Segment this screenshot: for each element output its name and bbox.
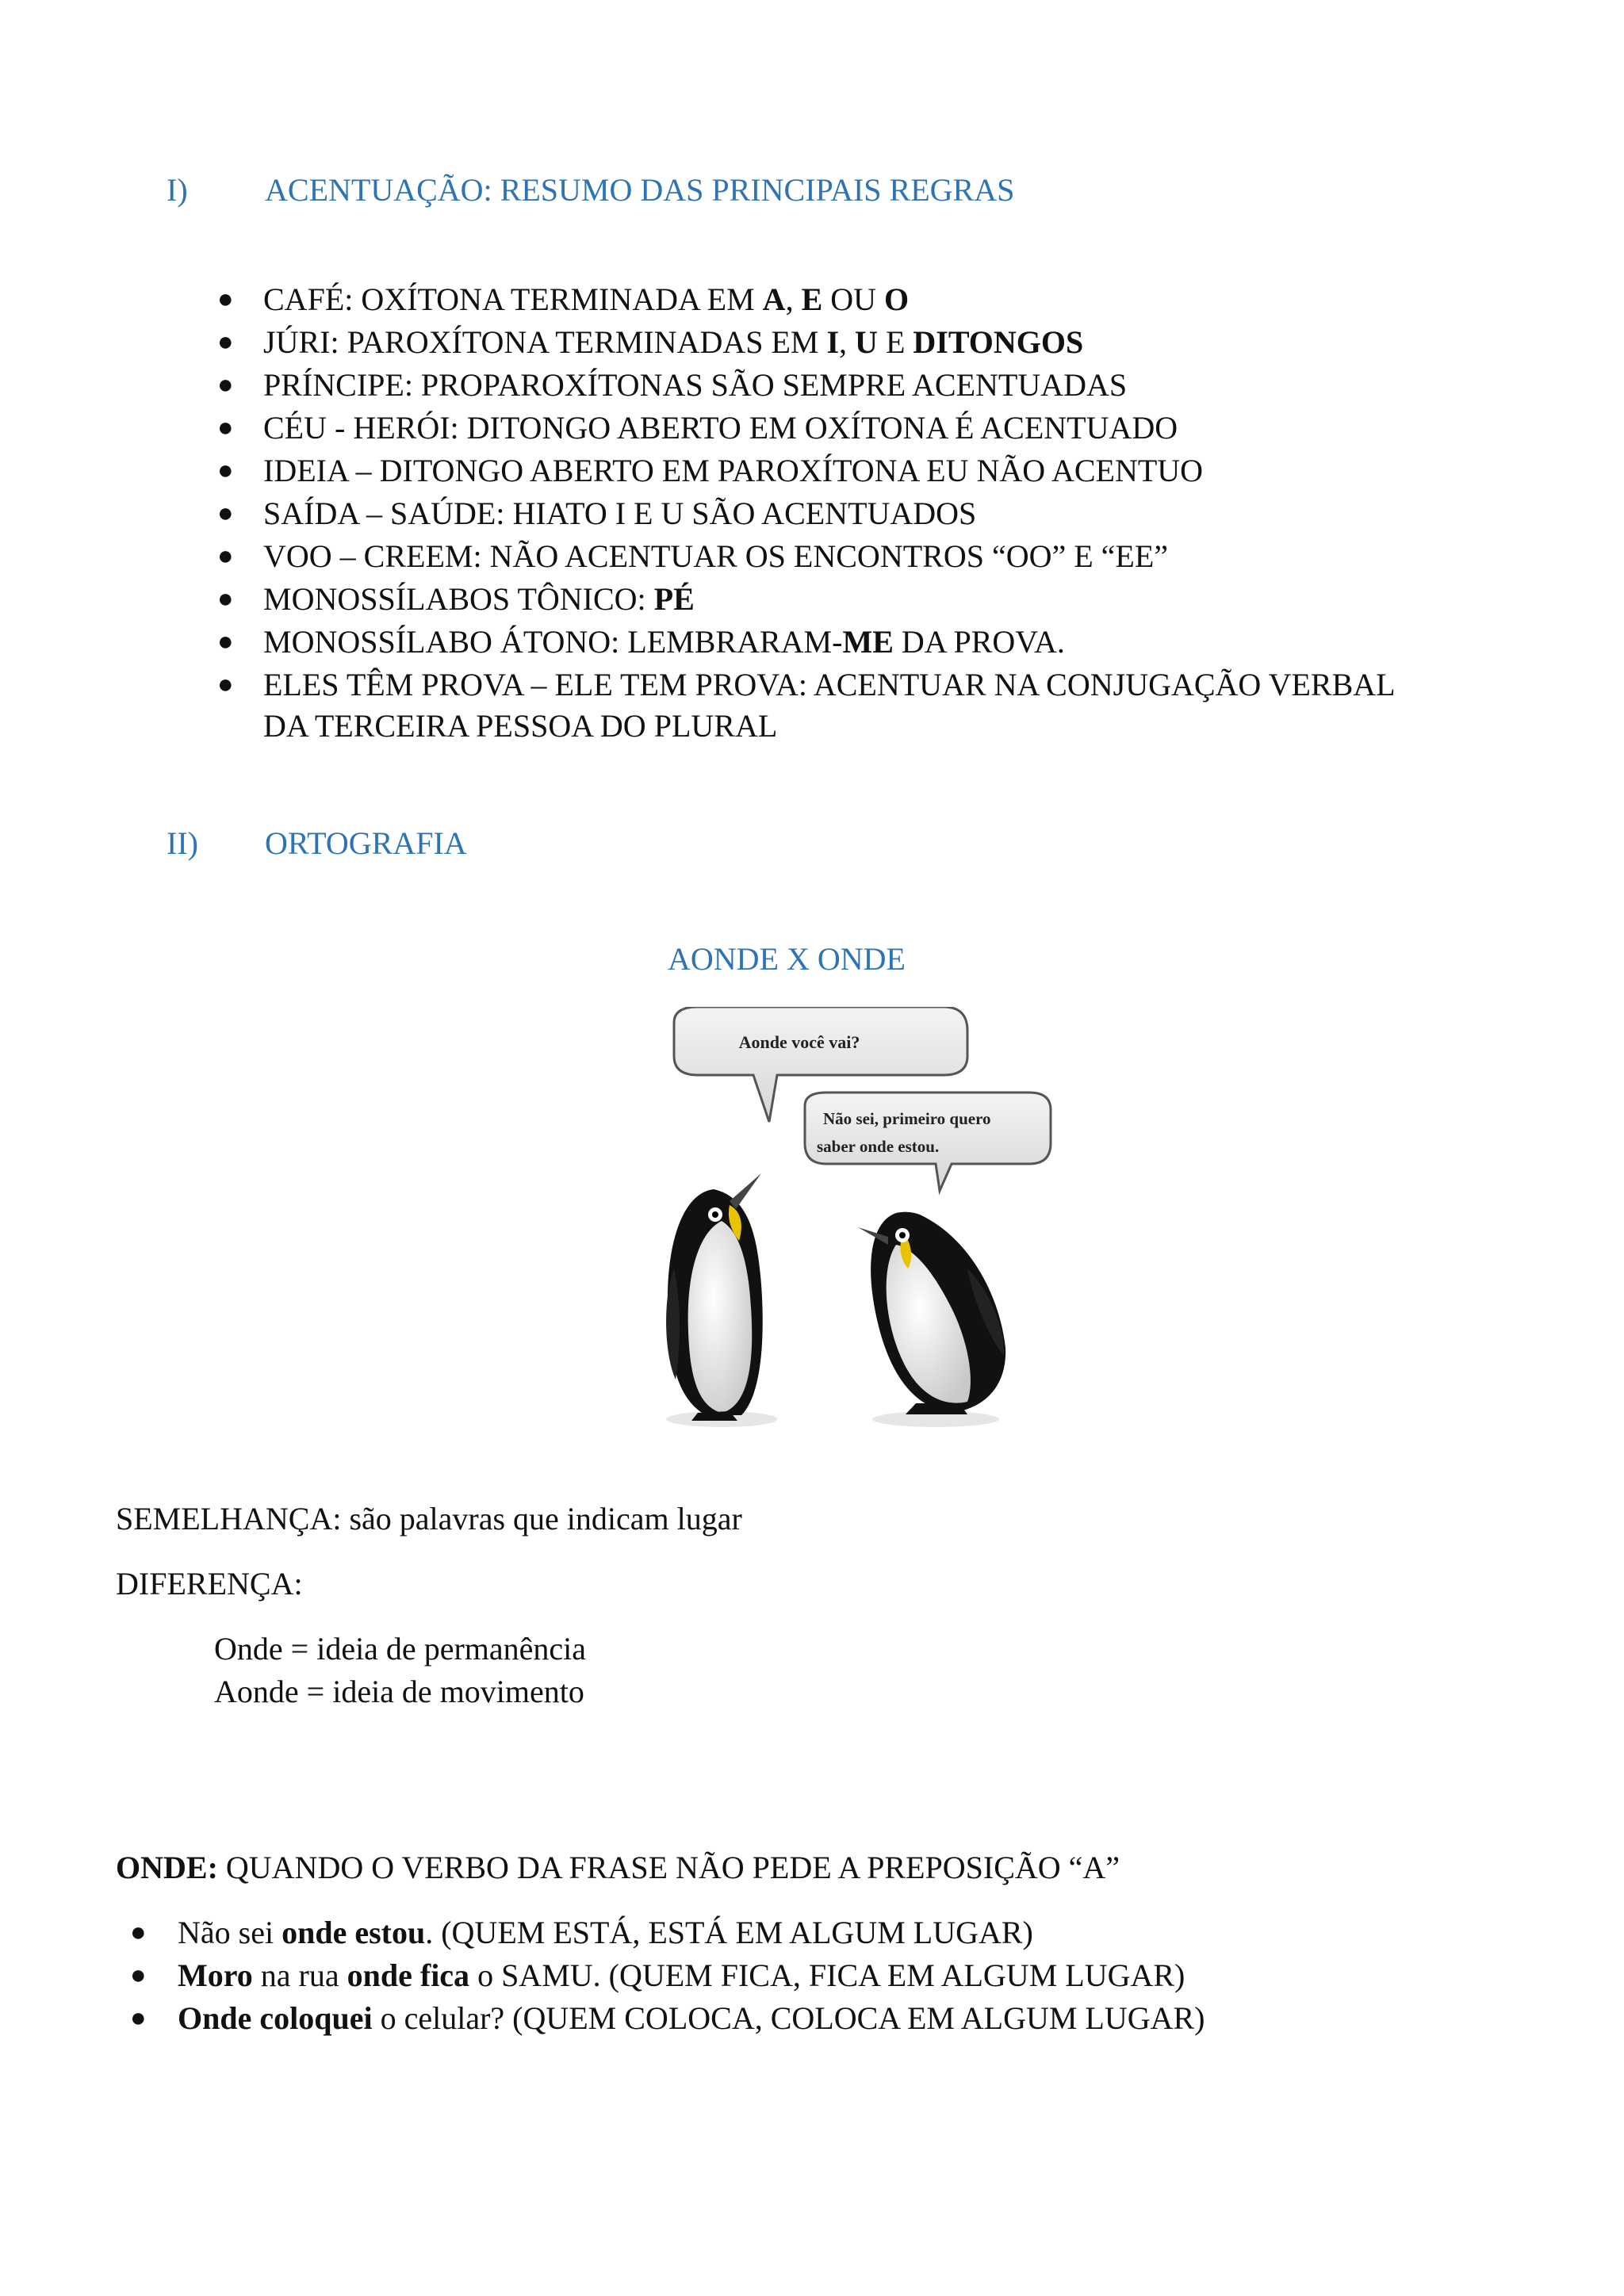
- bullet-icon: ●: [217, 584, 234, 614]
- text-segment: PRÍNCIPE: PROPAROXÍTONAS SÃO SEMPRE ACENTUADAS: [263, 367, 1128, 403]
- bold-text: E: [801, 281, 823, 317]
- bullet-icon: ●: [217, 499, 234, 528]
- text-segment: MONOSSÍLABOS TÔNICO:: [263, 581, 654, 617]
- definition-aonde: Aonde = ideia de movimento: [214, 1674, 584, 1709]
- text-segment: CÉU - HERÓI: DITONGO ABERTO EM OXÍTONA É ACENTUADO: [263, 410, 1178, 446]
- subsection-title: AONDE X ONDE: [668, 941, 906, 977]
- text-segment: MONOSSÍLABO ÁTONO: LEMBRARAM-: [263, 624, 843, 660]
- bold-text: PÉ: [653, 581, 695, 617]
- bubble-1-text: Aonde você vai?: [738, 1032, 860, 1052]
- example-item: [130, 1912, 1033, 1954]
- text-segment: ,: [839, 324, 856, 360]
- text-segment: ELES TÊM PROVA – ELE TEM PROVA: ACENTUAR NA CONJUGAÇÃO VERBAL: [263, 667, 1396, 702]
- bullet-icon: ●: [217, 627, 234, 656]
- bullet-icon: ●: [217, 413, 234, 442]
- text-segment: OU: [822, 281, 885, 317]
- rule-item: [217, 622, 1065, 663]
- rule-item: [217, 365, 1128, 406]
- text-segment: o SAMU. (QUEM FICA, FICA EM ALGUM LUGAR): [469, 1957, 1185, 1993]
- text-segment: o celular? (QUEM COLOCA, COLOCA EM ALGUM LUGAR): [372, 2000, 1205, 2036]
- bold-text: onde fica: [347, 1957, 470, 1993]
- speech-bubble-2: [805, 1093, 1051, 1191]
- rule-item: [263, 706, 777, 747]
- bullet-icon: ●: [217, 456, 234, 485]
- text-segment: DA TERCEIRA PESSOA DO PLURAL: [263, 708, 778, 744]
- bold-text: DITONGOS: [913, 324, 1084, 360]
- text-segment: E: [877, 324, 914, 360]
- section-number: II): [167, 825, 198, 861]
- penguins-illustration: [650, 1007, 1063, 1435]
- text-segment: SAÍDA – SAÚDE: HIATO I E U SÃO ACENTUADOS: [263, 496, 977, 531]
- rule-item: [217, 579, 695, 620]
- onde-rule-text: [116, 1847, 1120, 1888]
- example-item: [130, 1998, 1205, 2039]
- rule-item: [217, 450, 1204, 492]
- text-segment: na rua: [252, 1957, 347, 1993]
- bubble-2-text-line2: saber onde estou.: [817, 1137, 940, 1156]
- text-segment: CAFÉ: OXÍTONA TERMINADA EM: [263, 281, 763, 317]
- difference-label: DIFERENÇA:: [116, 1566, 303, 1601]
- bold-text: O: [884, 281, 910, 317]
- example-item: [130, 1955, 1185, 1996]
- rule-item: [217, 408, 1178, 449]
- text-segment: QUANDO O VERBO DA FRASE NÃO PEDE A PREPOSIÇÃO “A”: [217, 1850, 1120, 1885]
- text-segment: . (QUEM ESTÁ, ESTÁ EM ALGUM LUGAR): [425, 1915, 1033, 1950]
- bullet-icon: ●: [130, 1961, 147, 1990]
- text-segment: Não sei: [178, 1915, 282, 1950]
- bullet-icon: ●: [217, 370, 234, 400]
- section-title: ORTOGRAFIA: [265, 825, 467, 861]
- text-segment: IDEIA – DITONGO ABERTO EM PAROXÍTONA EU NÃO ACENTUO: [263, 453, 1204, 488]
- section-number: I): [167, 172, 188, 208]
- definition-onde: Onde = ideia de permanência: [214, 1631, 587, 1667]
- bold-text: ME: [842, 624, 894, 660]
- rule-item: [217, 493, 977, 534]
- section-title: ACENTUAÇÃO: RESUMO DAS PRINCIPAIS REGRAS: [265, 172, 1015, 208]
- bold-text: I: [826, 324, 840, 360]
- bold-text: U: [855, 324, 878, 360]
- bullet-icon: ●: [217, 285, 234, 314]
- bold-text: onde estou: [282, 1915, 426, 1950]
- bullet-icon: ●: [130, 2003, 147, 2033]
- bullet-icon: ●: [217, 327, 234, 357]
- bold-text: ONDE:: [116, 1850, 218, 1885]
- bold-text: Moro: [178, 1957, 253, 1993]
- rule-item: [217, 322, 1084, 363]
- text-segment: VOO – CREEM: NÃO ACENTUAR OS ENCONTROS “OO” E “EE”: [263, 538, 1169, 574]
- bold-text: Onde coloquei: [178, 2000, 373, 2036]
- text-segment: ,: [785, 281, 802, 317]
- text-segment: JÚRI: PAROXÍTONA TERMINADAS EM: [263, 324, 827, 360]
- similarity-text: SEMELHANÇA: são palavras que indicam lugar: [116, 1501, 742, 1536]
- bullet-icon: ●: [217, 670, 234, 699]
- bullet-icon: ●: [217, 541, 234, 571]
- bubble-2-text-line1: Não sei, primeiro quero: [823, 1109, 991, 1128]
- penguin-left: [666, 1173, 777, 1427]
- bold-text: A: [762, 281, 786, 317]
- bullet-icon: ●: [130, 1918, 147, 1947]
- rule-item: [217, 279, 910, 320]
- text-segment: DA PROVA.: [893, 624, 1065, 660]
- rule-item: [217, 536, 1169, 577]
- penguin-right: [858, 1212, 1005, 1427]
- rule-item: [217, 664, 1396, 706]
